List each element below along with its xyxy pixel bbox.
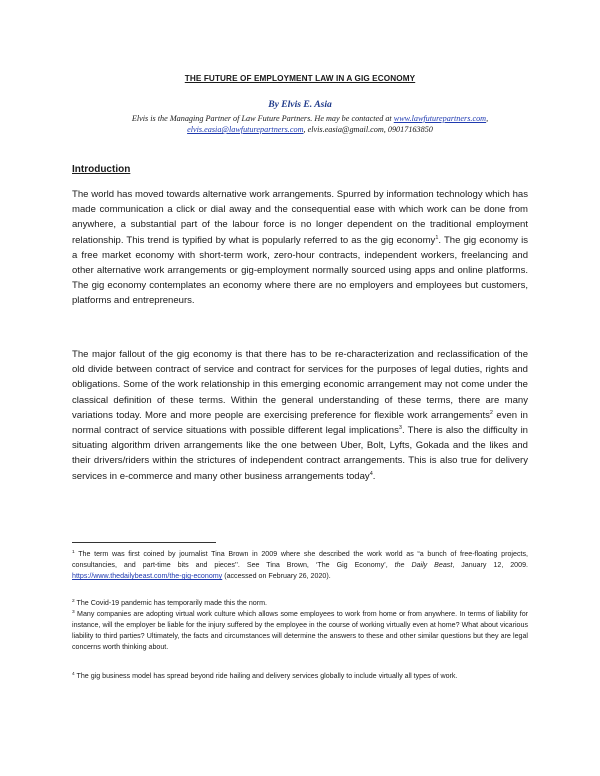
footnote-ref-3: 3 [398, 425, 402, 432]
paragraph-1-text-b: . The gig economy is a free market economy with short-term work, zero-hour contracts, independent workers, freelancing and other alternative work arrangements or gig-employment normally sourced using apps and online platforms. The gig economy contemplates an economy where there are no employers and employees but customers, platforms and entrepreneurs. [72, 234, 528, 307]
footnote-1-publication: the Daily Beast [394, 561, 453, 569]
footnote-3-number: 3 [72, 610, 75, 615]
footnote-2-text: The Covid-19 pandemic has temporarily made this the norm. [74, 599, 267, 607]
footnote-1 [72, 549, 528, 582]
paragraph-1-text-a: The world has moved towards alternative work arrangements. Spurred by information technology which has made communication a click or dial away and the consequential ease with which work can be done from anywhere, a substantial part of the labour force is no longer dependent on the traditional employment relationship. This trend is typified by what is popularly referred to as the gig economy [72, 189, 528, 246]
email-link[interactable]: elvis.easia@lawfuturepartners.com [187, 125, 304, 134]
footnote-3-text: Many companies are adopting virtual work culture which allows some employees to work from home or from anywhere. In terms of liability for instance, will the employer be liable for the injury suffered by the employee in the course of working virtually even at home? What about vicarious liability to third parties? Ultimately, the facts and circumstances will determine the answers to these and other similar questions but they are legal concerns worth thinking about. [72, 610, 528, 651]
footnote-1-number: 1 [72, 550, 75, 555]
footnote-1-text-b: , January 12, 2009. [452, 561, 528, 569]
footnote-1-text-a: The term was first coined by journalist Tina Brown in 2009 where she described the work world as “a bunch of free-floating projects, consultancies, and part-time bits and pieces’’. See Tina Brown, ‘The Gig Economy’, [72, 550, 528, 569]
website-link[interactable]: www.lawfuturepartners.com [393, 114, 487, 123]
footnote-3 [72, 609, 528, 653]
document-title: THE FUTURE OF EMPLOYMENT LAW IN A GIG ECONOMY [184, 74, 416, 83]
footnote-1-text-c: (accessed on February 26, 2020). [222, 572, 331, 580]
paragraph-1 [72, 187, 528, 309]
footnote-divider [72, 542, 216, 543]
paragraph-2-text-d: . [372, 470, 376, 482]
paragraph-2-text-c: . There is also the difficulty in situating algorithm driven arrangements like the one between Uber, Bolt, Lyfts, Gokada and the likes and their drivers/riders within the strictures of independent contract arrangements. This is also true for delivery services in e-commerce and many other business arrangements today [72, 425, 528, 482]
section-heading: Introduction [72, 164, 131, 175]
footnote-ref-4: 4 [369, 470, 373, 477]
footnote-ref-2: 2 [489, 409, 493, 416]
author-affiliation [100, 113, 520, 135]
footnote-4 [72, 671, 528, 682]
paragraph-2 [72, 347, 528, 484]
affiliation-text: Elvis is the Managing Partner of Law Future Partners. He may be contacted at [131, 114, 394, 123]
affiliation-separator: , [486, 114, 489, 123]
paragraph-2-text-b: even in normal contract of service situations with possible different legal implications [72, 409, 528, 437]
paragraph-2-text-a: The major fallout of the gig economy is that there has to be re-characterization and reclassification of the old divide between contract of service and contract for services for the purposes of legal duties, rights and obligations. Some of the work relationship in this emerging economic arrangement may not come under the classical definition of these terms. Within the general understanding of these terms, there are many variations today. More and more people are exercising preference for flexible work arrangements [72, 349, 528, 421]
footnote-4-text: The gig business model has spread beyond ride hailing and delivery services globally to include virtually all types of work. [74, 672, 458, 680]
footnote-1-link[interactable]: https://www.thedailybeast.com/the-gig-economy [72, 572, 223, 580]
affiliation-contact: , elvis.easia@gmail.com, 09017163850 [303, 125, 433, 134]
footnote-2 [72, 598, 528, 609]
footnote-4-number: 4 [72, 672, 75, 677]
footnote-ref-1: 1 [435, 234, 439, 241]
footnote-2-number: 2 [72, 599, 75, 604]
author-byline: By Elvis E. Asia [268, 99, 332, 110]
